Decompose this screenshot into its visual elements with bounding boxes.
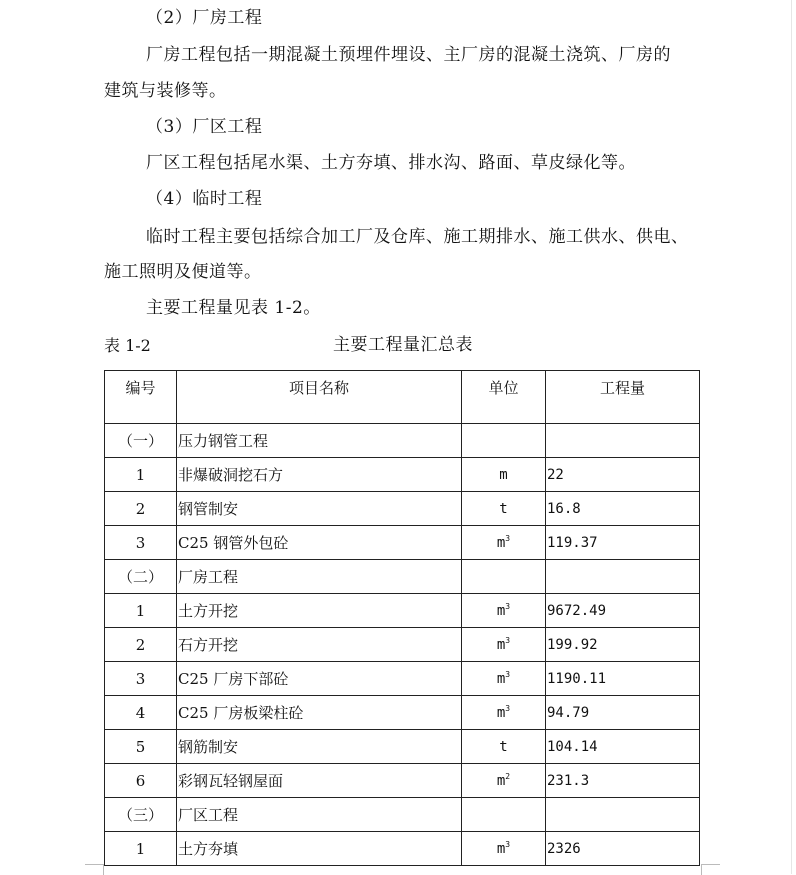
- cell-number: 1: [105, 832, 177, 866]
- cell-unit: [462, 424, 546, 458]
- section-heading: （3）厂区工程: [146, 117, 263, 137]
- table-row: [105, 526, 700, 560]
- cell-unit: [462, 764, 546, 798]
- cell-item-name: 石方开挖: [177, 628, 462, 662]
- cell-number: （三）: [105, 798, 177, 832]
- table-row: [105, 764, 700, 798]
- cell-item-name: 土方开挖: [177, 594, 462, 628]
- table-row: [105, 458, 700, 492]
- cell-unit: [462, 628, 546, 662]
- paragraph-line: 施工照明及便道等。: [104, 262, 262, 282]
- cell-quantity: 94.79: [546, 696, 700, 730]
- cell-number: 6: [105, 764, 177, 798]
- cell-number: 5: [105, 730, 177, 764]
- table-row: [105, 730, 700, 764]
- cell-item-name: C25 钢管外包砼: [177, 526, 462, 560]
- header-number: 编号: [105, 371, 177, 424]
- unit-symbol: m: [496, 705, 506, 721]
- cell-unit: [462, 730, 546, 764]
- cell-number: 1: [105, 458, 177, 492]
- table-row: [105, 662, 700, 696]
- quantity-table: [104, 370, 700, 866]
- unit-symbol: m: [499, 466, 508, 483]
- cell-number: 4: [105, 696, 177, 730]
- unit-exponent: 3: [505, 602, 511, 611]
- header-unit: 单位: [462, 371, 546, 424]
- cell-number: （二）: [105, 560, 177, 594]
- unit-exponent: 3: [505, 840, 511, 849]
- table-row: [105, 560, 700, 594]
- header-item-name: 项目名称: [177, 371, 462, 424]
- cell-number: 3: [105, 662, 177, 696]
- cell-unit: [462, 560, 546, 594]
- unit-exponent: 3: [505, 704, 511, 713]
- cell-number: 2: [105, 492, 177, 526]
- cell-unit: [462, 458, 546, 492]
- paragraph-line: 临时工程主要包括综合加工厂及仓库、施工期排水、施工供水、供电、: [146, 227, 689, 247]
- cell-quantity: 9672.49: [546, 594, 700, 628]
- cell-unit: [462, 798, 546, 832]
- unit-symbol: m: [496, 603, 506, 619]
- cell-item-name: 土方夯填: [177, 832, 462, 866]
- section-heading: （4）临时工程: [146, 189, 263, 209]
- cell-unit: [462, 696, 546, 730]
- cell-number: 2: [105, 628, 177, 662]
- cell-unit: [462, 594, 546, 628]
- cell-item-name: 钢管制安: [177, 492, 462, 526]
- table-header-row: [105, 371, 700, 424]
- cell-unit: [462, 526, 546, 560]
- cell-item-name: C25 厂房下部砼: [177, 662, 462, 696]
- cell-quantity: [546, 424, 700, 458]
- cell-quantity: 199.92: [546, 628, 700, 662]
- table-number: 表 1-2: [104, 336, 151, 355]
- cell-unit: [462, 832, 546, 866]
- cell-unit: [462, 492, 546, 526]
- table-row: [105, 696, 700, 730]
- unit-symbol: m: [496, 637, 506, 653]
- cell-quantity: 1190.11: [546, 662, 700, 696]
- cell-item-name: 压力钢管工程: [177, 424, 462, 458]
- page-edge: [791, 0, 792, 874]
- section-heading: （2）厂房工程: [146, 8, 263, 28]
- cell-quantity: 22: [546, 458, 700, 492]
- cell-quantity: 119.37: [546, 526, 700, 560]
- table-row: [105, 628, 700, 662]
- cell-item-name: 非爆破洞挖石方: [177, 458, 462, 492]
- table-body: [105, 424, 700, 866]
- table-title: 主要工程量汇总表: [333, 335, 473, 355]
- table-row: [105, 594, 700, 628]
- cell-quantity: [546, 798, 700, 832]
- paragraph-line: 厂房工程包括一期混凝土预埋件埋设、主厂房的混凝土浇筑、厂房的: [146, 45, 671, 65]
- cell-quantity: 104.14: [546, 730, 700, 764]
- unit-exponent: 2: [505, 772, 511, 781]
- cell-quantity: 231.3: [546, 764, 700, 798]
- table-row: [105, 424, 700, 458]
- table-row: [105, 832, 700, 866]
- cell-item-name: 彩钢瓦轻钢屋面: [177, 764, 462, 798]
- cell-item-name: C25 厂房板梁柱砼: [177, 696, 462, 730]
- paragraph-line: 主要工程量见表 1-2。: [146, 298, 321, 318]
- cell-quantity: [546, 560, 700, 594]
- unit-symbol: m: [496, 535, 506, 551]
- cell-item-name: 钢筋制安: [177, 730, 462, 764]
- table-row: [105, 492, 700, 526]
- unit-symbol: m: [496, 671, 506, 687]
- page-corner-mark: [85, 864, 104, 875]
- cell-unit: [462, 662, 546, 696]
- page-corner-mark: [701, 864, 720, 875]
- unit-exponent: 3: [505, 534, 511, 543]
- cell-item-name: 厂区工程: [177, 798, 462, 832]
- cell-item-name: 厂房工程: [177, 560, 462, 594]
- cell-number: （一）: [105, 424, 177, 458]
- table-row: [105, 798, 700, 832]
- cell-quantity: 2326: [546, 832, 700, 866]
- unit-exponent: 3: [505, 636, 511, 645]
- unit-symbol: m: [496, 773, 506, 789]
- unit-symbol: t: [499, 500, 508, 517]
- unit-symbol: t: [499, 738, 508, 755]
- cell-number: 1: [105, 594, 177, 628]
- unit-symbol: m: [496, 841, 506, 857]
- header-quantity: 工程量: [546, 371, 700, 424]
- unit-exponent: 3: [505, 670, 511, 679]
- paragraph-line: 建筑与装修等。: [104, 81, 227, 101]
- cell-number: 3: [105, 526, 177, 560]
- cell-quantity: 16.8: [546, 492, 700, 526]
- paragraph-line: 厂区工程包括尾水渠、土方夯填、排水沟、路面、草皮绿化等。: [146, 153, 636, 173]
